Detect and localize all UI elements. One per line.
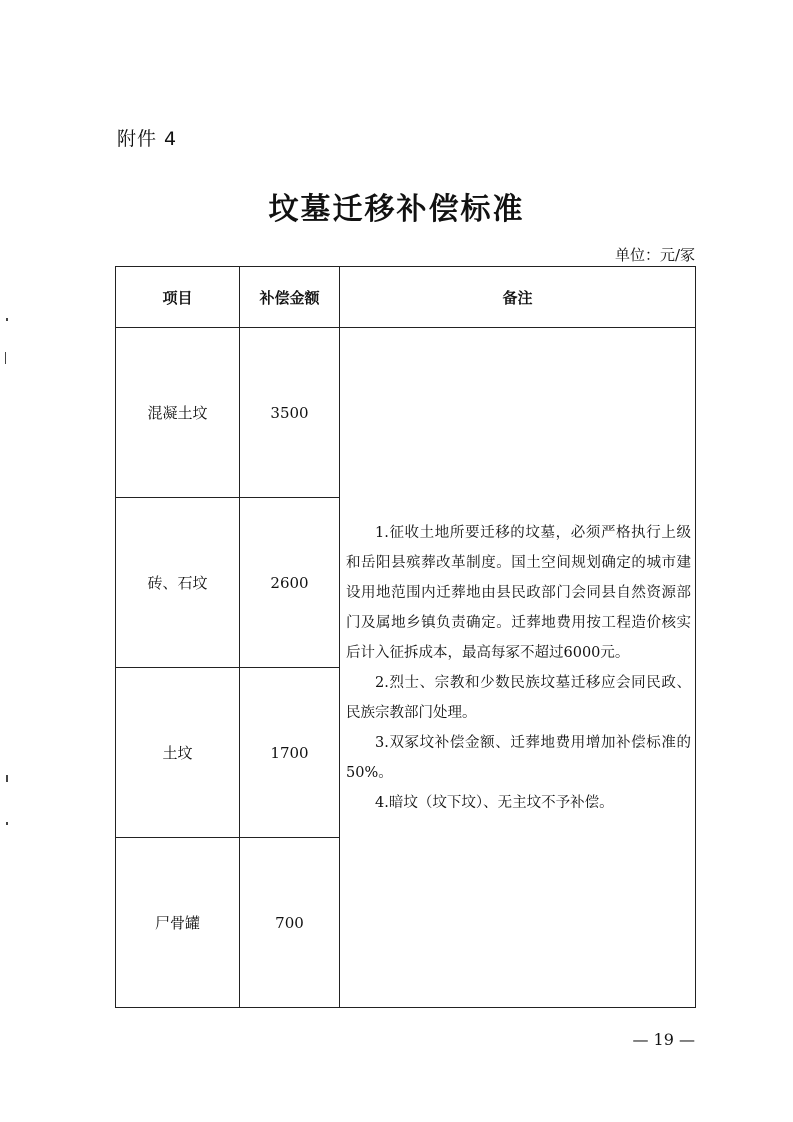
compensation-table <box>115 266 696 1008</box>
row-item: 土坟 <box>116 668 240 838</box>
table-header-row <box>116 267 696 328</box>
scan-speck <box>6 318 8 321</box>
unit-label: 单位：元/冢 <box>614 246 695 264</box>
row-item: 砖、石坟 <box>116 498 240 668</box>
note-2: 2.烈士、宗教和少数民族坟墓迁移应会同民政、民族宗教部门处理。 <box>346 674 691 721</box>
scan-speck <box>6 775 8 782</box>
scan-speck <box>6 822 8 825</box>
row-amount: 2600 <box>240 498 340 668</box>
column-header-amount: 补偿金额 <box>240 267 340 328</box>
notes-cell <box>340 328 696 1008</box>
attachment-label: 附件 4 <box>117 128 178 150</box>
row-amount: 1700 <box>240 668 340 838</box>
page-number: — 19 — <box>632 1030 695 1049</box>
scan-speck <box>5 352 6 364</box>
row-amount: 700 <box>240 838 340 1008</box>
row-item: 尸骨罐 <box>116 838 240 1008</box>
row-item: 混凝土坟 <box>116 328 240 498</box>
note-4: 4.暗坟（坟下坟）、无主坟不予补偿。 <box>375 794 614 811</box>
column-header-notes: 备注 <box>340 267 696 328</box>
note-1: 1.征收土地所要迁移的坟墓，必须严格执行上级和岳阳县殡葬改革制度。国土空间规划确定的城市建设用地范围内迁葬地由县民政部门会同县自然资源部门及属地乡镇负责确定。迁葬地费用按工程造价核实后计入征拆成本，最高每冢不超过6000元。 <box>346 524 691 661</box>
table-row <box>116 328 696 498</box>
column-header-item: 项目 <box>116 267 240 328</box>
row-amount: 3500 <box>240 328 340 498</box>
note-3: 3.双冢坟补偿金额、迁葬地费用增加补偿标准的50%。 <box>346 734 691 781</box>
page-title: 坟墓迁移补偿标准 <box>268 192 525 227</box>
